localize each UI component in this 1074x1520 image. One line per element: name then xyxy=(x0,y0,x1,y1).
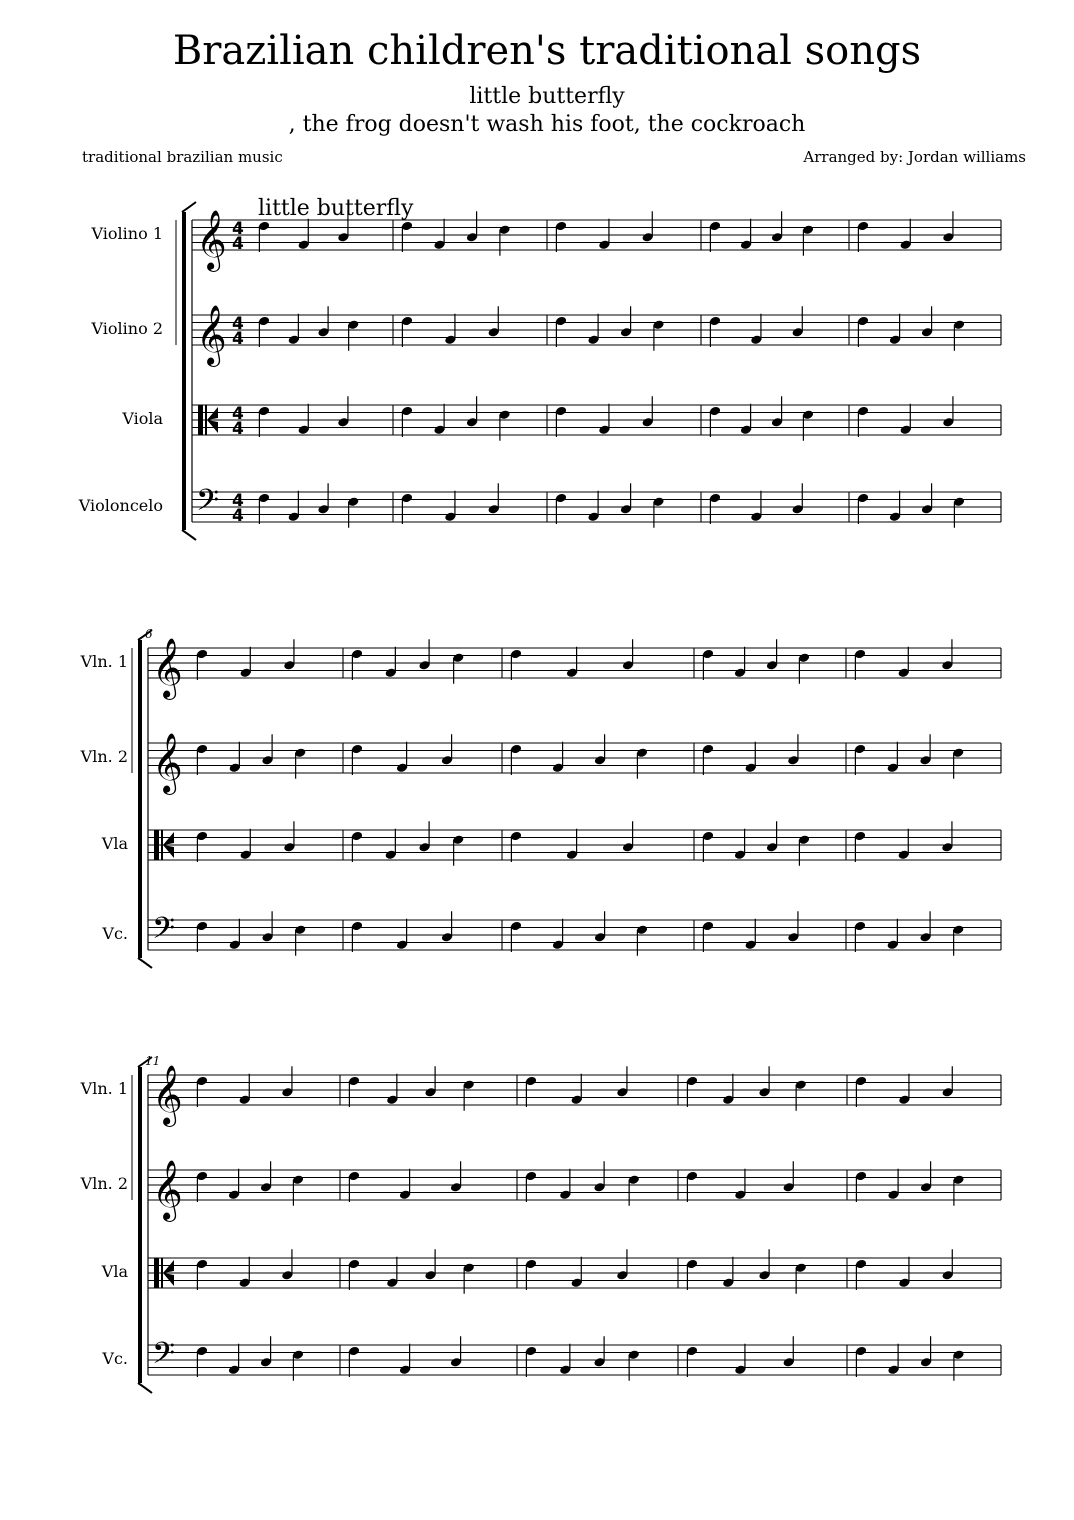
instrument-name: Vc. xyxy=(102,924,128,943)
score-title: Brazilian children's traditional songs xyxy=(172,28,922,74)
time-signature-top: 4 xyxy=(232,404,244,424)
bracket-top-hook xyxy=(182,202,196,212)
staff-system xyxy=(80,627,1001,968)
bracket-bottom-hook xyxy=(138,958,152,968)
bass-clef-icon: 𝄢 xyxy=(152,912,176,953)
time-signature-bottom: 4 xyxy=(232,506,244,526)
instrument-name: Viola xyxy=(122,409,163,428)
staff xyxy=(78,483,1001,528)
staff xyxy=(101,1249,1001,1294)
measure-number: 6 xyxy=(145,627,153,641)
staff xyxy=(101,821,1001,866)
staff xyxy=(101,1336,1001,1381)
instrument-name: Vln. 1 xyxy=(80,652,128,671)
time-signature-top: 4 xyxy=(232,219,244,239)
instrument-name: Violoncelo xyxy=(78,496,163,515)
score-subtitle-1: little butterfly xyxy=(469,84,625,109)
instrument-name: Violino 2 xyxy=(91,319,163,338)
score-subtitle-2: , the frog doesn't wash his foot, the cockroach xyxy=(288,112,806,137)
instrument-name: Vln. 1 xyxy=(80,1079,128,1098)
bracket-bottom-hook xyxy=(138,1383,152,1393)
composer-credit: traditional brazilian music xyxy=(82,148,283,166)
treble-clef-icon: 𝄞 xyxy=(196,210,227,270)
bracket-bottom-hook xyxy=(182,530,196,540)
treble-clef-icon: 𝄞 xyxy=(152,638,183,698)
arranger-credit: Arranged by: Jordan williams xyxy=(803,148,1026,166)
bass-clef-icon: 𝄢 xyxy=(152,1337,176,1378)
staff xyxy=(80,1160,1001,1222)
treble-clef-icon: 𝄞 xyxy=(152,1065,183,1125)
staff xyxy=(80,638,1001,700)
staff xyxy=(80,1065,1001,1127)
treble-clef-icon: 𝄞 xyxy=(196,305,227,365)
staff xyxy=(91,305,1001,367)
staff xyxy=(91,210,1001,272)
staff-system xyxy=(80,1054,1001,1393)
instrument-name: Violino 1 xyxy=(91,224,163,243)
instrument-name: Vla xyxy=(101,834,128,853)
time-signature-bottom: 4 xyxy=(232,234,244,254)
instrument-name: Vc. xyxy=(102,1349,128,1368)
instrument-name: Vla xyxy=(101,1262,128,1281)
staff xyxy=(121,396,1001,441)
staff-system xyxy=(78,202,1001,540)
section-mark: little butterfly xyxy=(258,196,414,221)
bass-clef-icon: 𝄢 xyxy=(196,484,220,525)
time-signature-bottom: 4 xyxy=(232,419,244,439)
time-signature-top: 4 xyxy=(232,314,244,334)
instrument-name: Vln. 2 xyxy=(80,1174,128,1193)
treble-clef-icon: 𝄞 xyxy=(152,1160,183,1220)
treble-clef-icon: 𝄞 xyxy=(152,733,183,793)
staff xyxy=(80,733,1001,795)
instrument-name: Vln. 2 xyxy=(80,747,128,766)
time-signature-top: 4 xyxy=(232,491,244,511)
staff xyxy=(101,911,1001,956)
time-signature-bottom: 4 xyxy=(232,329,244,349)
measure-number: 11 xyxy=(145,1054,161,1068)
